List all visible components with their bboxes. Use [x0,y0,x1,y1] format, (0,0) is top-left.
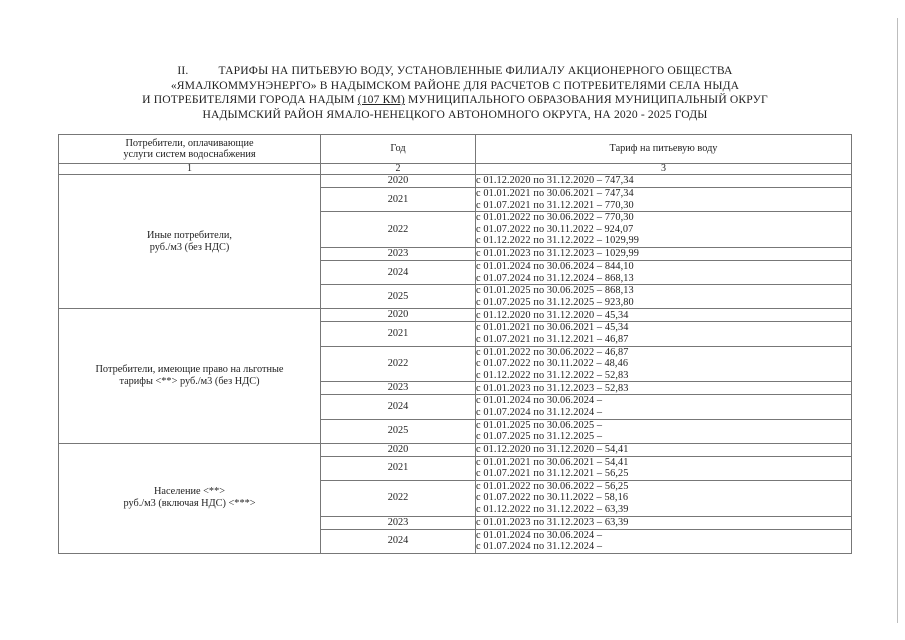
header-tariff: Тариф на питьевую воду [476,135,852,164]
section-number: II. [177,64,189,77]
tariff-period-line: с 01.07.2022 по 30.11.2022 – 924,07 [476,223,634,235]
tariff-period-line: с 01.01.2022 по 30.06.2022 – 770,30 [476,212,634,224]
year-cell: 2022 [321,480,476,516]
year-cell: 2025 [321,285,476,309]
tariff-period-line: с 01.12.2020 по 31.12.2020 – 747,34 [476,175,634,187]
consumer-line-2: тарифы <**> руб./м3 (без НДС) [119,376,260,388]
tariff-cell [476,188,852,212]
tariff-period-line: с 01.01.2023 по 31.12.2023 – 1029,99 [476,248,639,260]
tariff-period-line: с 01.12.2022 по 31.12.2022 – 1029,99 [476,235,639,247]
tariff-cell [476,285,852,309]
tariff-cell [476,212,852,248]
table-header-row [59,135,852,164]
year-cell: 2021 [321,188,476,212]
year-cell: 2021 [321,322,476,346]
heading-line-4: НАДЫМСКИЙ РАЙОН ЯМАЛО-НЕНЕЦКОГО АВТОНОМНОГО ОКРУГА, НА 2020 - 2025 ГОДЫ [202,107,708,121]
tariff-cell [476,395,852,419]
header-year: Год [321,135,476,164]
year-cell: 2024 [321,395,476,419]
consumer-line-2: руб./м3 (без НДС) [149,241,230,253]
tariff-period-line: с 01.01.2024 по 30.06.2024 – 844,10 [476,260,634,272]
tariff-cell [476,247,852,260]
tariff-period-line: с 01.07.2024 по 31.12.2024 – 868,13 [476,272,634,284]
tariff-period-line: с 01.07.2021 по 31.12.2021 – 56,25 [476,468,629,480]
page-edge-line [897,18,898,623]
year-cell: 2024 [321,260,476,284]
year-cell: 2020 [321,175,476,188]
tariff-cell [476,382,852,395]
consumer-line-1: Потребители, имеющие право на льготные [95,364,284,376]
heading-line-1 [95,64,815,79]
tariff-cell [476,419,852,443]
tariff-period-line: с 01.01.2024 по 30.06.2024 – [476,395,603,407]
tariff-period-line: с 01.07.2022 по 30.11.2022 – 48,46 [476,358,629,370]
tariff-cell [476,443,852,456]
tariff-cell [476,480,852,516]
year-cell: 2020 [321,309,476,322]
header-consumers [59,135,321,164]
tariff-cell [476,322,852,346]
tariff-period-line: с 01.01.2022 по 30.06.2022 – 56,25 [476,480,629,492]
table-row [59,309,852,322]
consumer-line-2: руб./м3 (включая НДС) <***> [123,498,256,510]
tariff-period-line: с 01.12.2022 по 31.12.2022 – 63,39 [476,504,629,516]
tariff-period-line: с 01.12.2022 по 31.12.2022 – 52,83 [476,369,629,381]
heading-line-3 [95,93,815,108]
year-cell: 2023 [321,382,476,395]
year-cell: 2021 [321,456,476,480]
tariff-period-line: с 01.07.2022 по 30.11.2022 – 58,16 [476,492,629,504]
tariff-period-line: с 01.07.2025 по 31.12.2025 – 923,80 [476,296,634,308]
tariff-cell [476,260,852,284]
tariff-cell [476,346,852,382]
tariff-cell [476,456,852,480]
consumer-line-1: Население <**> [153,486,226,498]
heading-line-2: «ЯМАЛКОММУНЭНЕРГО» В НАДЫМСКОМ РАЙОНЕ ДЛЯ РАСЧЕТОВ С ПОТРЕБИТЕЛЯМИ СЕЛА НЫДА [170,78,740,92]
tariff-cell [476,175,852,188]
tariff-cell [476,516,852,529]
consumer-category [59,175,321,309]
table-row [59,175,852,188]
tariff-period-line: с 01.07.2024 по 31.12.2024 – [476,406,603,418]
column-number: 3 [476,164,852,175]
tariff-table-body [59,175,852,554]
year-cell: 2022 [321,212,476,248]
tariff-period-line: с 01.01.2025 по 30.06.2025 – 868,13 [476,285,634,297]
column-number-row [59,164,852,175]
column-number: 1 [59,164,321,175]
tariff-period-line: с 01.01.2021 по 30.06.2021 – 54,41 [476,456,629,468]
heading-text-3b: МУНИЦИПАЛЬНОГО ОБРАЗОВАНИЯ МУНИЦИПАЛЬНЫЙ ОКРУГ [404,93,768,107]
tariff-period-line: с 01.07.2025 по 31.12.2025 – [476,431,603,443]
year-cell: 2024 [321,529,476,553]
tariff-cell [476,309,852,322]
tariff-period-line: с 01.01.2025 по 30.06.2025 – [476,419,603,431]
tariff-period-line: с 01.12.2020 по 31.12.2020 – 45,34 [476,309,629,321]
heading-distance: (107 КМ) [357,93,405,107]
document-heading [95,64,815,122]
tariff-period-line: с 01.07.2021 по 31.12.2021 – 46,87 [476,333,629,345]
header-consumers-line2: услуги систем водоснабжения [123,149,256,160]
consumer-line-1: Иные потребители, [147,229,232,241]
tariff-period-line: с 01.01.2024 по 30.06.2024 – [476,529,603,541]
year-cell: 2020 [321,443,476,456]
tariff-period-line: с 01.01.2023 по 31.12.2023 – 52,83 [476,382,629,394]
heading-text-1: ТАРИФЫ НА ПИТЬЕВУЮ ВОДУ, УСТАНОВЛЕННЫЕ ФИЛИАЛУ АКЦИОНЕРНОГО ОБЩЕСТВА [218,64,733,77]
tariff-period-line: с 01.12.2020 по 31.12.2020 – 54,41 [476,443,629,455]
tariff-table [58,134,852,554]
year-cell: 2023 [321,247,476,260]
column-number: 2 [321,164,476,175]
heading-text-3a: И ПОТРЕБИТЕЛЯМИ ГОРОДА НАДЫМ [142,93,358,107]
header-consumers-line1: Потребители, оплачивающие [125,137,254,149]
tariff-period-line: с 01.01.2023 по 31.12.2023 – 63,39 [476,516,629,528]
consumer-category [59,309,321,443]
tariff-period-line: с 01.07.2024 по 31.12.2024 – [476,541,603,553]
year-cell: 2022 [321,346,476,382]
tariff-period-line: с 01.01.2022 по 30.06.2022 – 46,87 [476,346,629,358]
tariff-cell [476,529,852,553]
tariff-period-line: с 01.07.2021 по 31.12.2021 – 770,30 [476,199,634,211]
tariff-period-line: с 01.01.2021 по 30.06.2021 – 45,34 [476,322,629,334]
table-row [59,443,852,456]
year-cell: 2023 [321,516,476,529]
tariff-period-line: с 01.01.2021 по 30.06.2021 – 747,34 [476,188,634,199]
year-cell: 2025 [321,419,476,443]
consumer-category [59,443,321,553]
